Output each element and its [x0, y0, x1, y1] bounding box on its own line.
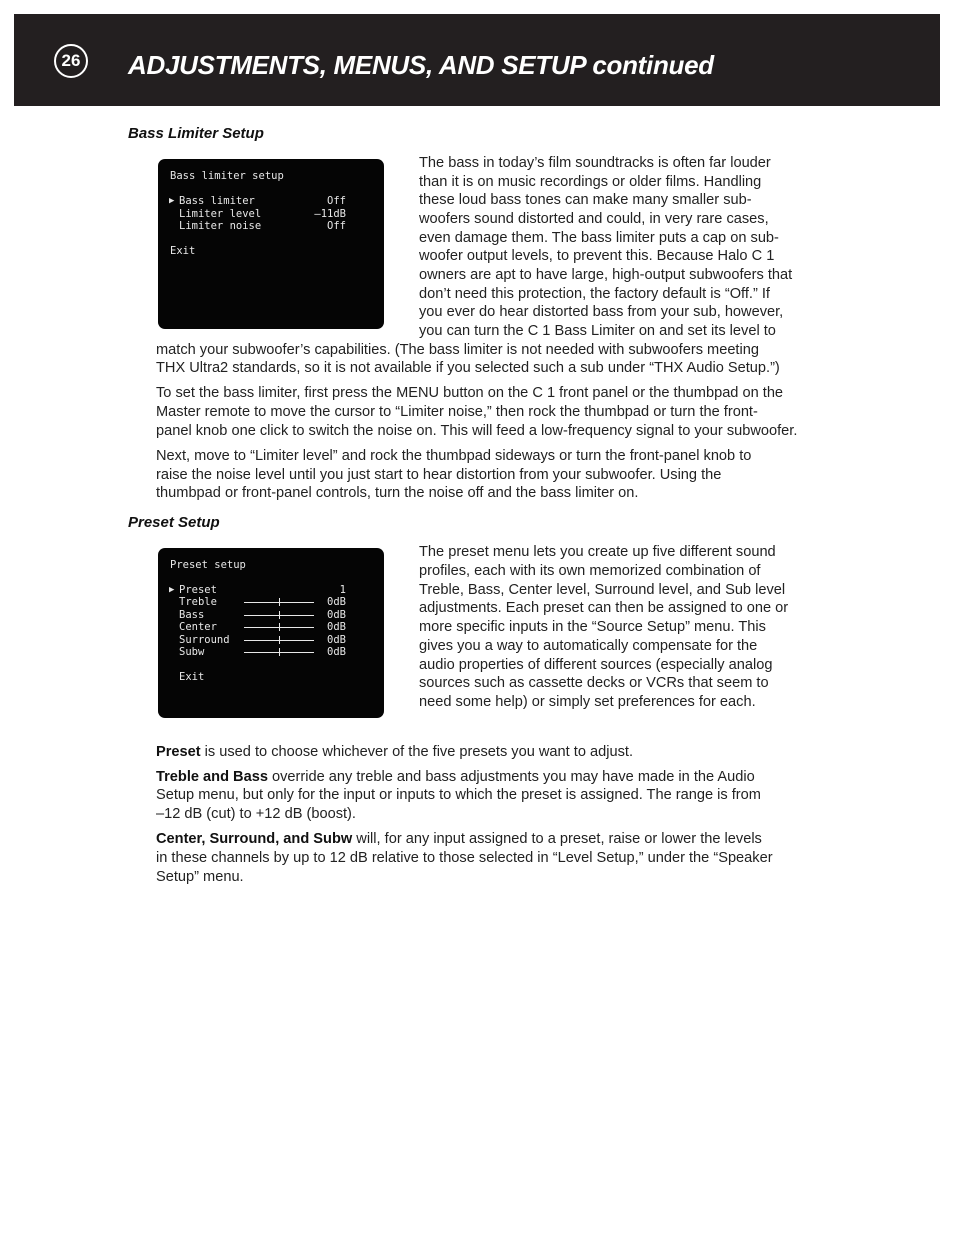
text-line: Master remote to move the cursor to “Limiter noise,” then rock the thumbpad or turn the front- — [156, 404, 758, 420]
text-line: is used to choose whichever of the five presets you want to adjust. — [200, 744, 634, 760]
text-line — [156, 768, 755, 787]
slider-center-mark — [279, 636, 280, 644]
bass-limiter-screen — [158, 159, 384, 329]
text-line: woofers sound distorted and could, in very rare cases, — [419, 211, 769, 227]
term-treble-bass: Treble and Bass — [156, 769, 268, 785]
menu-exit: Exit — [179, 671, 205, 683]
text-line: panel knob one click to switch the noise on. This will feed a low-frequency signal to your subwoofer. — [156, 423, 798, 439]
text-line: Setup menu, but only for the input or inputs to which the preset is assigned. The range is from — [156, 787, 761, 803]
menu-exit: Exit — [170, 245, 196, 257]
text-line: need some help) or simply set preferences for each. — [419, 694, 756, 710]
text-line: –12 dB (cut) to +12 dB (boost). — [156, 806, 356, 822]
text-line: Next, move to “Limiter level” and rock the thumbpad sideways or turn the front-panel knob to — [156, 448, 752, 464]
text-line: these loud bass tones can make many smaller sub- — [419, 192, 752, 208]
slider-center-mark — [279, 598, 280, 606]
menu-row-label: Surround — [179, 634, 230, 646]
bass-limiter-heading: Bass Limiter Setup — [128, 125, 264, 142]
slider-center-mark — [279, 623, 280, 631]
text-line: more specific inputs in the “Source Setup” menu. This — [419, 619, 766, 635]
screen-title: Preset setup — [170, 559, 246, 571]
menu-row-value: 1 — [339, 584, 346, 596]
text-line: match your subwoofer’s capabilities. (The bass limiter is not needed with subwoofers meeting — [156, 342, 759, 358]
text-line: owners are apt to have large, high-output subwoofers that — [419, 267, 793, 283]
menu-row-label: Limiter level — [179, 208, 262, 220]
text-line: Setup” menu. — [156, 869, 244, 885]
text-line — [156, 830, 762, 849]
menu-row-value: Off — [327, 220, 346, 232]
text-line: override any treble and bass adjustments you may have made in the Audio — [267, 769, 755, 785]
menu-row-label: Bass limiter — [179, 195, 255, 207]
menu-row-value: 0dB — [327, 634, 346, 646]
menu-row-value: 0dB — [327, 609, 346, 621]
menu-row-label: Treble — [179, 596, 217, 608]
preset-setup-heading: Preset Setup — [128, 514, 220, 531]
menu-row-label: Limiter noise — [179, 220, 262, 232]
page-number-badge: 26 — [54, 44, 88, 78]
text-line: The preset menu lets you create up five different sound — [419, 544, 776, 560]
term-center-surround-subw: Center, Surround, and Subw — [156, 831, 353, 847]
page-title: ADJUSTMENTS, MENUS, AND SETUP continued — [128, 50, 714, 80]
screen-title: Bass limiter setup — [170, 170, 284, 182]
text-line: sources such as cassette decks or VCRs that seem to — [419, 675, 769, 691]
cursor-arrow-icon: ▶ — [169, 196, 175, 206]
text-line: than it is on music recordings or older films. Handling — [419, 174, 762, 190]
cursor-arrow-icon: ▶ — [169, 585, 175, 595]
text-line: Treble, Bass, Center level, Surround level, and Sub level — [419, 582, 786, 598]
slider-center-mark — [279, 611, 280, 619]
text-line: raise the noise level until you just start to hear distortion from your subwoofer. Using the — [156, 467, 722, 483]
menu-row-value: 0dB — [327, 646, 346, 658]
term-preset: Preset — [156, 744, 201, 760]
menu-row-label: Center — [179, 621, 217, 633]
text-line: adjustments. Each preset can then be assigned to one or — [419, 600, 789, 616]
text-line: To set the bass limiter, first press the MENU button on the C 1 front panel or the thumbpad on the — [156, 385, 784, 401]
slider-center-mark — [279, 648, 280, 656]
text-line: The bass in today’s film soundtracks is often far louder — [419, 155, 771, 171]
text-line: in these channels by up to 12 dB relative to those selected in “Level Setup,” under the “Speaker — [156, 850, 773, 866]
text-line: profiles, each with its own memorized combination of — [419, 563, 761, 579]
text-line: don’t need this protection, the factory default is “Off.” If — [419, 286, 770, 302]
menu-row-value: Off — [327, 195, 346, 207]
menu-row-value: 0dB — [327, 596, 346, 608]
text-line: even damage them. The bass limiter puts a cap on sub- — [419, 230, 779, 246]
text-line: audio properties of different sources (especially analog — [419, 657, 773, 673]
menu-row-label: Preset — [179, 584, 217, 596]
text-line: THX Ultra2 standards, so it is not available if you selected such a sub under “THX Audio Setup.”) — [156, 360, 780, 376]
text-line: thumbpad or front-panel controls, turn the noise off and the bass limiter on. — [156, 485, 639, 501]
text-line: will, for any input assigned to a preset, raise or lower the levels — [352, 831, 762, 847]
preset-setup-screen — [158, 548, 384, 718]
text-line: you can turn the C 1 Bass Limiter on and set its level to — [419, 323, 776, 339]
menu-row-value: –11dB — [314, 208, 346, 220]
preset-description — [156, 743, 633, 762]
text-line: gives you a way to automatically compensate for the — [419, 638, 758, 654]
text-line: woofer output levels, to prevent this. Because Halo C 1 — [419, 248, 775, 264]
menu-row-label: Bass — [179, 609, 205, 621]
menu-row-label: Subw — [179, 646, 205, 658]
menu-row-value: 0dB — [327, 621, 346, 633]
text-line: you ever do hear distorted bass from your sub, however, — [419, 304, 784, 320]
